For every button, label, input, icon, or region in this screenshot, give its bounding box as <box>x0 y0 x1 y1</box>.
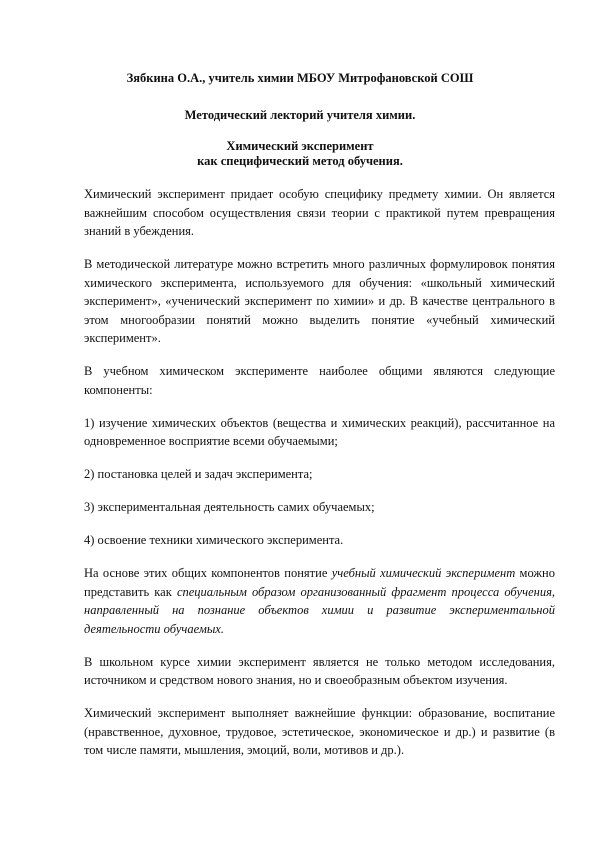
list-item-3: 3) экспериментальная деятельность самих обучаемых; <box>84 500 375 514</box>
list-item-4: 4) освоение техники химического эксперимента. <box>84 533 344 547</box>
paragraph-functions: Химический эксперимент выполняет важнейшие функции: образование, воспитание (нравственное, духовное, трудовое, эстетическое, экономическое и др.) и развитие (в том числе памяти, мышления, эмоций, воли, мотивов и др.). <box>84 706 555 757</box>
list-item-2: 2) постановка целей и задач эксперимента; <box>84 467 313 481</box>
author-line: Зябкина О.А., учитель химии МБОУ Митрофановской СОШ <box>126 71 474 85</box>
definition-text-a: На основе этих общих компонентов понятие <box>84 566 332 580</box>
definition-text-c: можно представить как <box>84 566 555 599</box>
document-body <box>84 185 555 774</box>
document-title <box>84 139 516 169</box>
title-line-1: Химический эксперимент <box>226 139 374 153</box>
paragraph-school-course: В школьном курсе химии эксперимент является не только методом исследования, источником и средством нового знания, но и своеобразным объектом изучения. <box>84 654 555 687</box>
list-item-1: 1) изучение химических объектов (вещества и химических реакций), рассчитанное на одновременное восприятие всеми обучаемыми; <box>84 415 555 448</box>
title-line-2: как специфический метод обучения. <box>197 154 403 168</box>
definition-term: учебный химический эксперимент <box>331 566 516 580</box>
lecture-heading: Методический лекторий учителя химии. <box>184 108 416 122</box>
paragraph-definition <box>84 564 555 638</box>
paragraph-terminology: В методической литературе можно встретить много различных формулировок понятия химического эксперимента, используемого для обучения: «школьный химический эксперимент», «ученический эксперимент по химии» и др. В качестве центрального в этом многообразии понятий можно выделить понятие «учебный химический эксперимент». <box>84 257 555 345</box>
paragraph-components: В учебном химическом эксперименте наиболее общими являются следующие компоненты: <box>84 364 555 397</box>
definition-body: специальным образом организованный фрагмент процесса обучения, направленный на познание объектов химии и развитие экспериментальной деятельности обучаемых. <box>84 584 556 636</box>
paragraph-intro: Химический эксперимент придает особую специфику предмету химии. Он является важнейшим способом осуществления связи теории с практикой путем превращения знаний в убеждения. <box>84 187 555 238</box>
